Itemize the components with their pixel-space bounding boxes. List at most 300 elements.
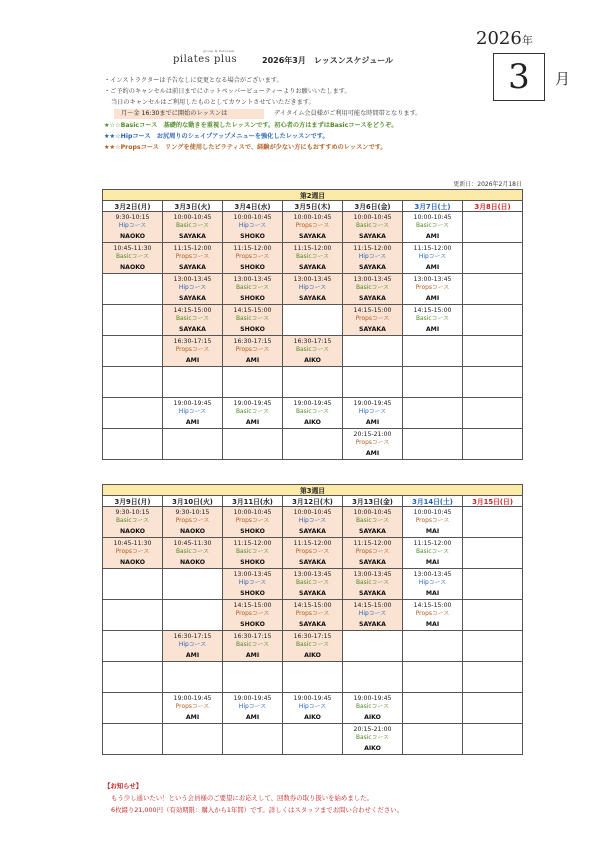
lesson-slot [223, 398, 283, 429]
lesson-slot [403, 274, 463, 305]
year-unit: 年 [521, 34, 533, 47]
lesson-time: 19:00-19:45 [293, 694, 332, 702]
empty-slot [463, 631, 523, 662]
schedule-row [103, 243, 523, 274]
lesson-time: 13:00-13:45 [233, 570, 272, 578]
empty-slot [463, 538, 523, 569]
lesson-time: 19:00-19:45 [173, 694, 212, 702]
lesson-instructor: AMI [425, 294, 440, 302]
lesson-time: 13:00-13:45 [413, 570, 452, 578]
empty-slot [223, 367, 283, 398]
lesson-time: 19:00-19:45 [233, 694, 272, 702]
day-header-row [103, 496, 523, 507]
week-label-row [103, 485, 523, 496]
schedule-row [103, 274, 523, 305]
lesson-slot [283, 600, 343, 631]
lesson-course: Propsコース [175, 254, 210, 261]
lesson-time: 14:15-15:00 [353, 306, 392, 314]
lesson-time: 20:15-21:00 [353, 725, 392, 733]
lesson-time: 13:00-13:45 [233, 275, 272, 283]
lesson-course: Propsコース [295, 549, 330, 556]
empty-slot [163, 724, 223, 755]
lesson-slot [163, 274, 223, 305]
lesson-time: 11:15-12:00 [173, 244, 212, 252]
empty-slot [343, 367, 403, 398]
lesson-course: Basicコース [236, 642, 269, 649]
empty-slot [103, 305, 163, 336]
day-header: 3月2日(月) [103, 201, 163, 212]
empty-slot [103, 274, 163, 305]
lesson-time: 13:00-13:45 [413, 275, 452, 283]
empty-slot [343, 336, 403, 367]
lesson-course: Hipコース [358, 611, 387, 618]
empty-slot [463, 693, 523, 724]
empty-slot [283, 305, 343, 336]
lesson-slot [223, 631, 283, 662]
lesson-course: Propsコース [295, 611, 330, 618]
schedule-row [103, 662, 523, 693]
lesson-time: 19:00-19:45 [353, 694, 392, 702]
lesson-slot [283, 398, 343, 429]
lesson-slot [163, 305, 223, 336]
lesson-time: 19:00-19:45 [173, 399, 212, 407]
note-line: ・ご予約のキャンセルは前日までにホットペッパービューティーよりお願いいたします。 [104, 88, 351, 95]
lesson-time: 13:00-13:45 [353, 275, 392, 283]
lesson-instructor: AMI [185, 713, 200, 721]
lesson-course: Basicコース [116, 254, 149, 261]
note-line: 当日のキャンセルはご利用したものとしてカウントさせていただきます。 [111, 99, 315, 106]
lesson-instructor: SAYAKA [299, 527, 326, 535]
lesson-time: 16:30-17:15 [173, 337, 212, 345]
lesson-course: Propsコース [415, 518, 450, 525]
lesson-instructor: AIKO [304, 651, 321, 659]
day-header: 3月12日(木) [283, 496, 343, 507]
announcement-line: もう少し通いたい！という会員様のご要望にお応えして、回数券の取り扱いを始めました。 [111, 794, 373, 802]
empty-slot [463, 507, 523, 538]
lesson-instructor: SAYAKA [299, 620, 326, 628]
empty-slot [403, 662, 463, 693]
empty-slot [463, 367, 523, 398]
lesson-slot [223, 212, 283, 243]
basic-course-desc: ★☆☆Basicコース 基礎的な動きを重視したレッスンです。初心者の方はまずはBasicコースをどうぞ。 [104, 122, 398, 129]
lesson-course: Basicコース [416, 316, 449, 323]
hip-course-desc: ★★☆Hipコース お尻周りのシェイプアップメニューを強化したレッスンです。 [104, 133, 329, 140]
schedule-row [103, 429, 523, 460]
lesson-time: 10:45-11:30 [113, 539, 152, 547]
lesson-course: Basicコース [116, 518, 149, 525]
lesson-instructor: AMI [245, 356, 260, 364]
lesson-slot [103, 507, 163, 538]
lesson-slot [163, 398, 223, 429]
lesson-slot [283, 274, 343, 305]
lesson-time: 11:15-12:00 [233, 244, 272, 252]
lesson-instructor: SHOKO [240, 325, 265, 333]
lesson-time: 10:00-10:45 [173, 213, 212, 221]
lesson-time: 13:00-13:45 [293, 570, 332, 578]
empty-slot [403, 429, 463, 460]
week-label: 第3週目 [103, 485, 523, 496]
week-label: 第2週目 [103, 190, 523, 201]
lesson-course: Basicコース [416, 223, 449, 230]
lesson-slot [343, 243, 403, 274]
lesson-slot [223, 507, 283, 538]
lesson-course: Propsコース [175, 518, 210, 525]
announcement [104, 780, 403, 816]
lesson-course: Hipコース [418, 580, 447, 587]
lesson-slot [103, 212, 163, 243]
lesson-time: 16:30-17:15 [173, 632, 212, 640]
empty-slot [223, 724, 283, 755]
day-header: 3月8日(日) [463, 201, 523, 212]
lesson-time: 11:15-12:00 [413, 539, 452, 547]
announcement-line: 6枚綴り21,000円（有効期限：購入から1年間）です。詳しくはスタッフまでお問い合わせください。 [111, 806, 403, 814]
lesson-slot [343, 305, 403, 336]
schedule-row [103, 600, 523, 631]
empty-slot [103, 631, 163, 662]
lesson-instructor: AMI [185, 418, 200, 426]
day-header: 3月15日(日) [463, 496, 523, 507]
lesson-course: Propsコース [355, 316, 390, 323]
lesson-slot [343, 429, 403, 460]
lesson-slot [223, 336, 283, 367]
lesson-course: Basicコース [176, 223, 209, 230]
day-header: 3月13日(金) [343, 496, 403, 507]
empty-slot [103, 367, 163, 398]
lesson-course: Basicコース [296, 347, 329, 354]
lesson-slot [163, 336, 223, 367]
lesson-course: Basicコース [356, 223, 389, 230]
lesson-course: Hipコース [298, 285, 327, 292]
lesson-slot [343, 600, 403, 631]
lesson-slot [283, 212, 343, 243]
lesson-course: Basicコース [296, 580, 329, 587]
lesson-course: Basicコース [356, 285, 389, 292]
lesson-slot [403, 243, 463, 274]
lesson-course: Propsコース [175, 347, 210, 354]
empty-slot [463, 724, 523, 755]
announcement-title: 【お知らせ】 [104, 782, 143, 790]
lesson-instructor: SHOKO [240, 294, 265, 302]
empty-slot [403, 693, 463, 724]
lesson-slot [283, 569, 343, 600]
empty-slot [403, 631, 463, 662]
day-header: 3月3日(火) [163, 201, 223, 212]
lesson-slot [403, 212, 463, 243]
lesson-time: 9:30-10:15 [115, 213, 150, 221]
lesson-slot [343, 724, 403, 755]
schedule-row [103, 693, 523, 724]
lesson-course: Hipコース [358, 254, 387, 261]
lesson-time: 14:15-15:00 [233, 601, 272, 609]
lesson-instructor: AMI [185, 651, 200, 659]
notes [104, 75, 504, 153]
lesson-course: Propsコース [355, 440, 390, 447]
lesson-instructor: NAOKO [119, 527, 145, 535]
empty-slot [463, 398, 523, 429]
lesson-instructor: SAYAKA [359, 620, 386, 628]
month-unit: 月 [555, 70, 571, 88]
lesson-time: 14:15-15:00 [173, 306, 212, 314]
lesson-course: Propsコース [235, 611, 270, 618]
lesson-course: Basicコース [296, 642, 329, 649]
empty-slot [163, 662, 223, 693]
empty-slot [103, 600, 163, 631]
lesson-time: 13:00-13:45 [353, 570, 392, 578]
updated-date: 更新日：2026年2月18日 [453, 181, 522, 188]
lesson-instructor: SAYAKA [359, 294, 386, 302]
day-header: 3月5日(木) [283, 201, 343, 212]
lesson-slot [103, 538, 163, 569]
lesson-instructor: AIKO [304, 418, 321, 426]
empty-slot [463, 429, 523, 460]
lesson-slot [283, 336, 343, 367]
lesson-instructor: SHOKO [240, 527, 265, 535]
lesson-slot [163, 212, 223, 243]
props-course-desc: ★★☆Propsコース リングを使用したピラティスで、経験が少ない方にもおすすめのレッスンです。 [104, 144, 387, 151]
lesson-slot [163, 693, 223, 724]
lesson-course: Propsコース [295, 223, 330, 230]
lesson-instructor: SAYAKA [359, 232, 386, 240]
lesson-course: Propsコース [175, 704, 210, 711]
empty-slot [463, 336, 523, 367]
empty-slot [463, 662, 523, 693]
empty-slot [163, 569, 223, 600]
empty-slot [463, 569, 523, 600]
lesson-time: 10:45-11:30 [173, 539, 212, 547]
empty-slot [283, 367, 343, 398]
lesson-slot [283, 631, 343, 662]
empty-slot [103, 398, 163, 429]
lesson-instructor: AMI [185, 356, 200, 364]
empty-slot [103, 724, 163, 755]
week-table [102, 189, 523, 460]
lesson-time: 10:00-10:45 [293, 508, 332, 516]
lesson-instructor: NAOKO [119, 263, 145, 271]
lesson-instructor: AMI [245, 418, 260, 426]
lesson-instructor: SAYAKA [359, 325, 386, 333]
year-label [476, 28, 533, 49]
lesson-slot [283, 507, 343, 538]
lesson-slot [283, 693, 343, 724]
lesson-instructor: NAOKO [119, 558, 145, 566]
lesson-course: Hipコース [178, 642, 207, 649]
lesson-time: 10:00-10:45 [353, 508, 392, 516]
empty-slot [103, 662, 163, 693]
lesson-time: 10:00-10:45 [353, 213, 392, 221]
lesson-slot [343, 693, 403, 724]
lesson-course: Propsコース [235, 254, 270, 261]
lesson-time: 16:30-17:15 [233, 632, 272, 640]
empty-slot [463, 243, 523, 274]
year-number: 2026 [476, 28, 522, 49]
schedule-row [103, 569, 523, 600]
lesson-time: 9:30-10:15 [175, 508, 210, 516]
lesson-time: 20:15-21:00 [353, 430, 392, 438]
lesson-course: Propsコース [235, 347, 270, 354]
empty-slot [463, 274, 523, 305]
lesson-instructor: AIKO [304, 713, 321, 721]
lesson-slot [223, 538, 283, 569]
lesson-course: Basicコース [176, 316, 209, 323]
day-header: 3月11日(水) [223, 496, 283, 507]
lesson-course: Basicコース [236, 285, 269, 292]
lesson-course: Hipコース [418, 254, 447, 261]
lesson-course: Hipコース [238, 580, 267, 587]
lesson-time: 19:00-19:45 [233, 399, 272, 407]
lesson-slot [283, 243, 343, 274]
empty-slot [403, 724, 463, 755]
lesson-instructor: AMI [245, 713, 260, 721]
lesson-course: Hipコース [298, 518, 327, 525]
lesson-instructor: SAYAKA [359, 527, 386, 535]
lesson-instructor: MAI [425, 558, 440, 566]
daytime-note-text: デイタイム会員様がご利用可能な時間帯となります。 [274, 110, 422, 117]
schedule-row [103, 305, 523, 336]
lesson-instructor: NAOKO [179, 527, 205, 535]
lesson-time: 19:00-19:45 [293, 399, 332, 407]
empty-slot [103, 693, 163, 724]
lesson-course: Basicコース [236, 316, 269, 323]
empty-slot [403, 367, 463, 398]
lesson-time: 16:30-17:15 [293, 337, 332, 345]
lesson-slot [163, 243, 223, 274]
lesson-instructor: AMI [425, 232, 440, 240]
lesson-time: 10:00-10:45 [413, 213, 452, 221]
lesson-course: Basicコース [236, 549, 269, 556]
lesson-time: 11:15-12:00 [233, 539, 272, 547]
empty-slot [223, 429, 283, 460]
empty-slot [403, 398, 463, 429]
lesson-time: 10:00-10:45 [233, 213, 272, 221]
schedule-row [103, 212, 523, 243]
lesson-instructor: MAI [425, 527, 440, 535]
day-header: 3月14日(土) [403, 496, 463, 507]
lesson-course: Basicコース [296, 254, 329, 261]
lesson-course: Hipコース [178, 285, 207, 292]
day-header: 3月6日(金) [343, 201, 403, 212]
schedule-row [103, 336, 523, 367]
lesson-slot [403, 305, 463, 336]
lesson-slot [163, 538, 223, 569]
lesson-time: 10:00-10:45 [413, 508, 452, 516]
lesson-time: 13:00-13:45 [173, 275, 212, 283]
lesson-time: 14:15-15:00 [413, 306, 452, 314]
empty-slot [163, 600, 223, 631]
empty-slot [463, 600, 523, 631]
lesson-slot [343, 212, 403, 243]
lesson-instructor: MAI [425, 589, 440, 597]
lesson-time: 14:15-15:00 [293, 601, 332, 609]
lesson-course: Basicコース [416, 549, 449, 556]
empty-slot [103, 336, 163, 367]
lesson-course: Basicコース [356, 580, 389, 587]
day-header: 3月9日(月) [103, 496, 163, 507]
logo: pilates plus [173, 54, 238, 65]
lesson-instructor: SAYAKA [359, 263, 386, 271]
lesson-slot [343, 507, 403, 538]
lesson-course: Propsコース [355, 549, 390, 556]
day-header-row [103, 201, 523, 212]
lesson-slot [403, 569, 463, 600]
lesson-instructor: SHOKO [240, 589, 265, 597]
empty-slot [463, 305, 523, 336]
lesson-course: Propsコース [235, 518, 270, 525]
lesson-instructor: NAOKO [119, 232, 145, 240]
lesson-time: 9:30-10:15 [115, 508, 150, 516]
lesson-instructor: AMI [245, 651, 260, 659]
lesson-slot [103, 243, 163, 274]
schedule-row [103, 631, 523, 662]
day-header: 3月10日(火) [163, 496, 223, 507]
lesson-time: 10:00-10:45 [233, 508, 272, 516]
lesson-time: 14:15-15:00 [413, 601, 452, 609]
lesson-instructor: SAYAKA [299, 589, 326, 597]
schedule-row [103, 724, 523, 755]
schedule-title: 2026年3月 レッスンスケジュール [262, 56, 394, 65]
lesson-instructor: AIKO [304, 356, 321, 364]
lesson-course: Propsコース [415, 611, 450, 618]
lesson-instructor: SHOKO [240, 232, 265, 240]
lesson-slot [223, 569, 283, 600]
schedule-row [103, 398, 523, 429]
schedule-row [103, 367, 523, 398]
lesson-slot [403, 507, 463, 538]
lesson-time: 11:15-12:00 [413, 244, 452, 252]
lesson-time: 11:15-12:00 [293, 539, 332, 547]
lesson-instructor: SAYAKA [179, 263, 206, 271]
lesson-time: 10:00-10:45 [293, 213, 332, 221]
empty-slot [103, 569, 163, 600]
lesson-slot [223, 305, 283, 336]
lesson-course: Hipコース [178, 409, 207, 416]
lesson-time: 11:15-12:00 [353, 244, 392, 252]
empty-slot [283, 724, 343, 755]
daytime-note [104, 108, 504, 120]
note-line: ・インストラクターは予告なしに変更となる場合がございます。 [104, 77, 283, 84]
lesson-slot [163, 507, 223, 538]
lesson-time: 14:15-15:00 [353, 601, 392, 609]
lesson-instructor: SAYAKA [179, 294, 206, 302]
lesson-time: 13:00-13:45 [293, 275, 332, 283]
lesson-slot [343, 398, 403, 429]
lesson-instructor: AIKO [364, 744, 381, 752]
lesson-instructor: MAI [425, 620, 440, 628]
empty-slot [343, 631, 403, 662]
lesson-instructor: AMI [365, 449, 380, 457]
lesson-slot [403, 600, 463, 631]
lesson-course: Propsコース [115, 549, 150, 556]
lesson-slot [223, 693, 283, 724]
lesson-course: Basicコース [356, 735, 389, 742]
lesson-instructor: SAYAKA [359, 558, 386, 566]
lesson-slot [403, 538, 463, 569]
lesson-instructor: SAYAKA [299, 263, 326, 271]
lesson-time: 16:30-17:15 [293, 632, 332, 640]
schedule-row [103, 507, 523, 538]
empty-slot [163, 429, 223, 460]
lesson-slot [343, 274, 403, 305]
lesson-slot [343, 538, 403, 569]
lesson-time: 10:45-11:30 [113, 244, 152, 252]
lesson-instructor: AIKO [364, 713, 381, 721]
empty-slot [163, 367, 223, 398]
schedule-row [103, 538, 523, 569]
lesson-instructor: SAYAKA [299, 558, 326, 566]
empty-slot [223, 662, 283, 693]
lesson-slot [283, 538, 343, 569]
lesson-slot [223, 243, 283, 274]
lesson-time: 14:15-15:00 [233, 306, 272, 314]
